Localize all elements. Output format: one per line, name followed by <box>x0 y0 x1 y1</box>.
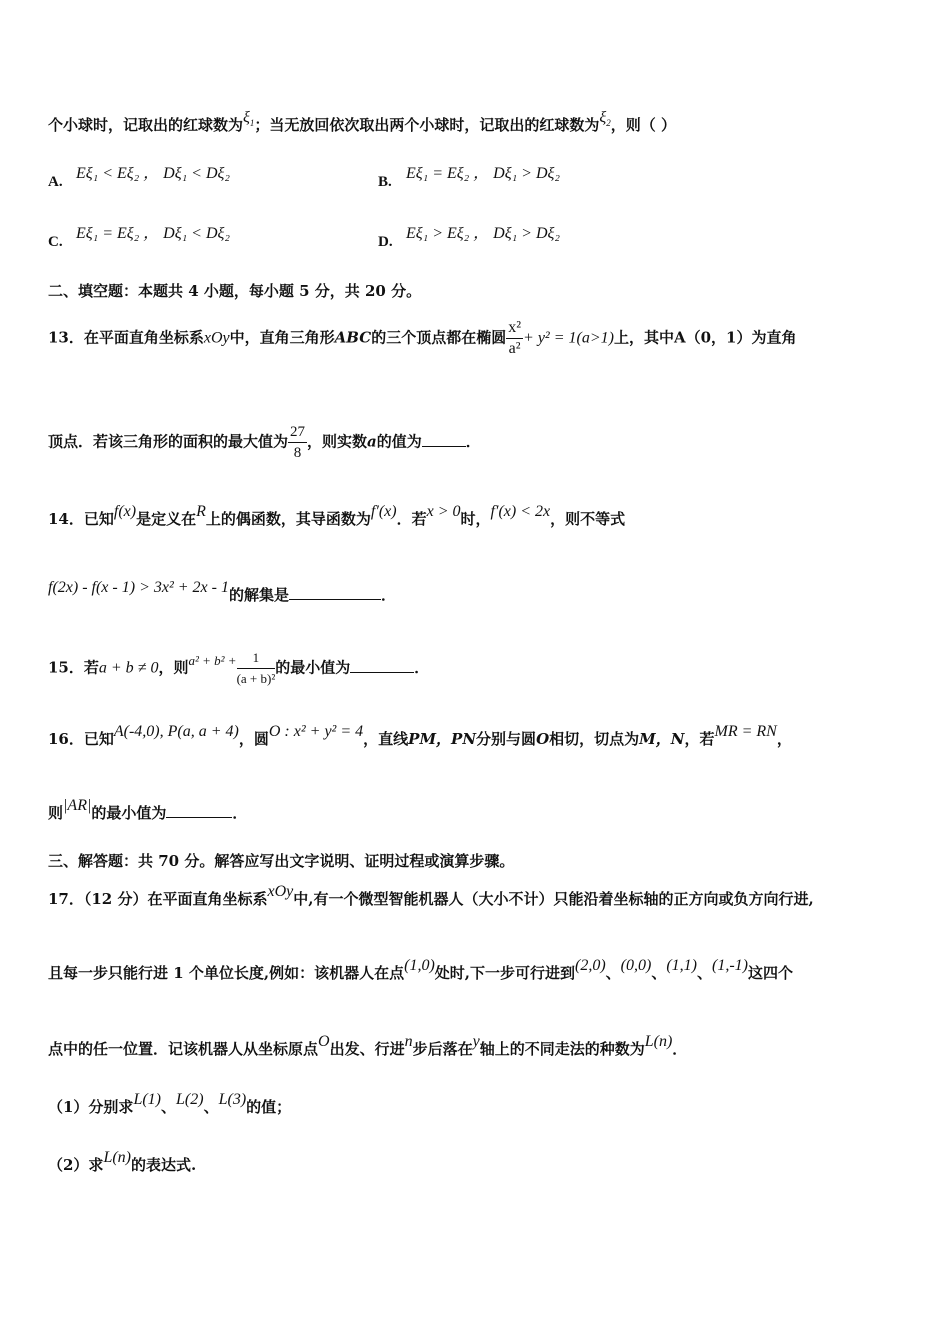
xi2-symbol: $\xi_2$ <box>599 109 611 129</box>
q15-fraction: $\frac{1}{\text{(a + b)²}}$ <box>236 650 276 686</box>
q17-line-3: 点中的任一位置．记该机器人从坐标原点O出发、行进n步后落在y轴上的不同走法的种数为L(n)． <box>48 1033 688 1058</box>
answer-blank[interactable] <box>422 432 466 447</box>
q15: 15．若a + b ≠ 0，则a² + b² + $\frac{1}{\text{(a + b)²}}$ 的最小值为 ． <box>48 648 910 689</box>
q17-part-1: （1）分别求L(1)、L(2)、L(3)的值； <box>48 1091 292 1116</box>
q14-line-2: f(2x) - f(x - 1) > 3x² + 2x - 1的解集是 ． <box>48 579 397 604</box>
ellipse-fraction: $\frac{\text{x²}}{\text{a²}}$ <box>508 319 522 357</box>
option-a: A. Eξ₁ < Eξ₂ ， Dξ₁ < Dξ₂ <box>48 165 230 190</box>
q17-line-2: 且每一步只能行进 1 个单位长度,例如：该机器人在点(1,0)处时,下一步可行进到(2,0)、(0,0)、(1,1)、(1,-1)这四个 <box>48 957 794 982</box>
section-2-heading: 二、填空题：本题共 4 小题，每小题 5 分，共 20 分。 <box>48 282 422 300</box>
q14-line-1: 14．已知f(x)是定义在R上的偶函数，其导函数为f′(x)．若x > 0时，f′(x) < 2x，则不等式 <box>48 503 626 528</box>
q16-line-1: 16．已知A(-4,0), P(a, a + 4)，圆O : x² + y² = 4，直线PM，PN分别与圆O相切，切点为M，N，若MR = RN， <box>48 723 792 748</box>
option-d: D. Eξ₁ > Eξ₂ ， Dξ₁ > Dξ₂ <box>378 225 560 250</box>
option-b: B. Eξ₁ = Eξ₂ ， Dξ₁ > Dξ₂ <box>378 165 560 190</box>
q13-line-2: 顶点．若该三角形的面积的最大值为 $\frac{27}{8}$ ，则实数a的值为 ． <box>48 424 481 461</box>
q13-line-1: 13．在平面直角坐标系xOy中，直角三角形ABC的三个顶点都在椭圆 $\frac{\text{x²}}{\text{a²}}$ + y² = 1(a>1)上，其中A（0，1）为直角 <box>48 319 797 357</box>
q16-line-2: 则|AR|的最小值为 ． <box>48 797 248 822</box>
q12-stem: 个小球时，记取出的红球数为$\xi_1$；当无放回依次取出两个小球时，记取出的红球数为$\xi_2$，则（ ） <box>48 109 676 134</box>
xi1-symbol: $\xi_1$ <box>243 109 255 129</box>
answer-blank[interactable] <box>350 658 414 673</box>
answer-blank[interactable] <box>289 585 381 600</box>
option-c: C. Eξ₁ = Eξ₂ ， Dξ₁ < Dξ₂ <box>48 225 230 250</box>
q17-line-1: 17．（12 分）在平面直角坐标系xOy中,有一个微型智能机器人（大小不计）只能沿着坐标轴的正方向或负方向行进, <box>48 883 814 908</box>
max-area-fraction: $\frac{27}{8}$ <box>290 424 306 461</box>
section-3-heading: 三、解答题：共 70 分。解答应写出文字说明、证明过程或演算步骤。 <box>48 852 515 870</box>
answer-blank[interactable] <box>166 803 232 818</box>
q17-part-2: （2）求L(n)的表达式. <box>48 1149 197 1174</box>
